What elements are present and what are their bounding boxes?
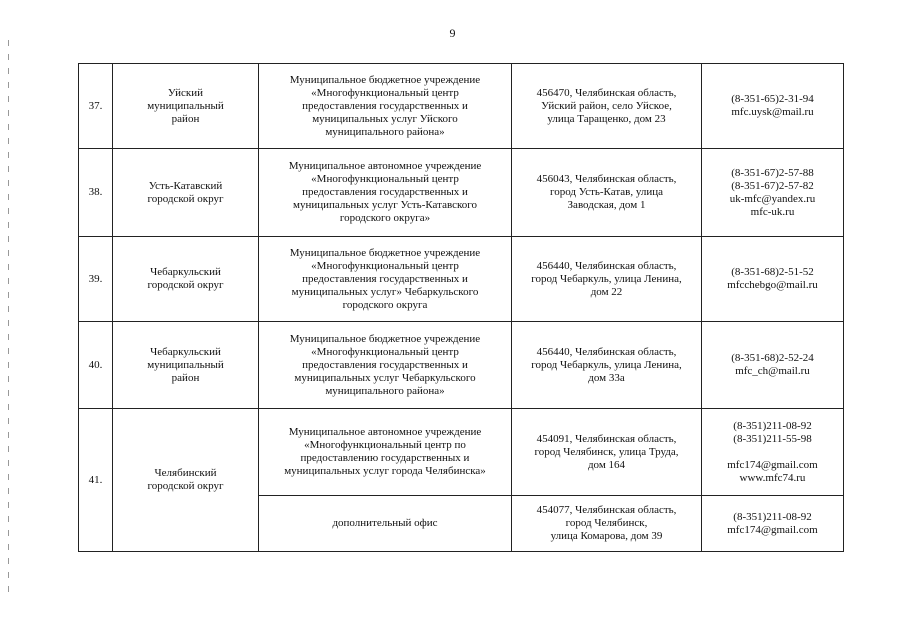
table-row [79, 237, 844, 322]
scan-edge-line [8, 40, 9, 600]
sub-office-address: 454077, Челябинская область, город Челябинск, улица Комарова, дом 39 [512, 496, 702, 552]
row-number: 38. [79, 149, 113, 237]
contacts-cell: (8-351-68)2-51-52 mfcchebgo@mail.ru [702, 237, 844, 322]
district-cell: Уйский муниципальный район [113, 64, 259, 149]
institution-cell: Муниципальное бюджетное учреждение «Многофункциональный центр предоставления государственных и муниципальных услуг» Чебаркульского городского округа [259, 237, 512, 322]
contacts-cell: (8-351-68)2-52-24 mfc_ch@mail.ru [702, 322, 844, 409]
address-cell: 454091, Челябинская область, город Челябинск, улица Труда, дом 164 [512, 409, 702, 496]
contacts-cell: (8-351)211-08-92 (8-351)211-55-98 mfc174@gmail.com www.mfc74.ru [702, 409, 844, 496]
row-number: 37. [79, 64, 113, 149]
table-row [79, 322, 844, 409]
contacts-cell: (8-351-65)2-31-94 mfc.uysk@mail.ru [702, 64, 844, 149]
row-number: 40. [79, 322, 113, 409]
institution-cell: Муниципальное бюджетное учреждение «Многофункциональный центр предоставления государственных и муниципальных услуг Чебаркульского муниципального района» [259, 322, 512, 409]
row-number: 41. [79, 409, 113, 552]
sub-office-contacts: (8-351)211-08-92 mfc174@gmail.com [702, 496, 844, 552]
row-number: 39. [79, 237, 113, 322]
institution-cell: Муниципальное автономное учреждение «Многофункциональный центр по предоставлению государственных и муниципальных услуг города Челябинска» [259, 409, 512, 496]
district-cell: Челябинский городской округ [113, 409, 259, 552]
contacts-gap [706, 446, 839, 459]
address-cell: 456440, Челябинская область, город Чебаркуль, улица Ленина, дом 33а [512, 322, 702, 409]
table-row [79, 409, 844, 496]
table-row [79, 64, 844, 149]
district-cell: Чебаркульский муниципальный район [113, 322, 259, 409]
address-cell: 456043, Челябинская область, город Усть-Катав, улица Заводская, дом 1 [512, 149, 702, 237]
district-cell: Усть-Катавский городской округ [113, 149, 259, 237]
sub-office-label: дополнительный офис [259, 496, 512, 552]
mfc-registry-table [78, 63, 844, 552]
table-row [79, 149, 844, 237]
address-cell: 456440, Челябинская область, город Чебаркуль, улица Ленина, дом 22 [512, 237, 702, 322]
institution-cell: Муниципальное автономное учреждение «Многофункциональный центр предоставления государственных и муниципальных услуг Усть-Катавского городского округа» [259, 149, 512, 237]
page-number: 9 [449, 26, 456, 40]
address-cell: 456470, Челябинская область, Уйский район, село Уйское, улица Таращенко, дом 23 [512, 64, 702, 149]
district-cell: Чебаркульский городской округ [113, 237, 259, 322]
contacts-cell: (8-351-67)2-57-88 (8-351-67)2-57-82 uk-mfc@yandex.ru mfc-uk.ru [702, 149, 844, 237]
institution-cell: Муниципальное бюджетное учреждение «Многофункциональный центр предоставления государственных и муниципальных услуг Уйского муниципального района» [259, 64, 512, 149]
